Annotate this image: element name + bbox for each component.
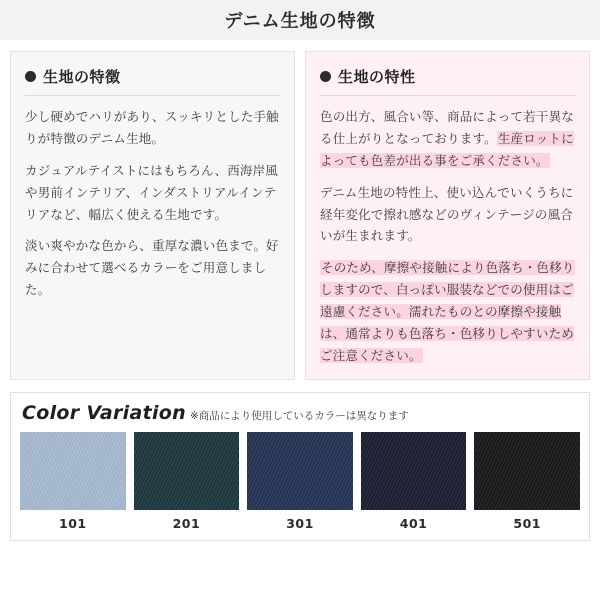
paragraph-highlighted-text: 生産ロットによっても色差が出る事をご承ください。 — [320, 130, 574, 168]
bullet-circle-icon — [320, 71, 331, 82]
fabric-features-paragraph: カジュアルテイストにはもちろん、西海岸風や男前インテリア、インダストリアルインテリアなど、幅広く使える生地です。 — [25, 162, 279, 222]
color-chip — [474, 432, 580, 510]
fabric-features-paragraph: 淡い爽やかな色から、重厚な濃い色まで。好みに合わせて選べるカラーをご用意しました。 — [25, 238, 279, 298]
color-chip — [247, 432, 353, 510]
paragraph-highlighted-text: そのため、摩擦や接触により色落ち・色移りしますので、白っぽい服装などでの使用はご遠慮ください。濡れたものとの摩擦や接触は、通常よりも色落ち・色移りしやすいためご注意ください。 — [320, 260, 575, 363]
page-header — [0, 0, 600, 41]
fabric-features-paragraph: 少し硬めでハリがあり、スッキリとした手触りが特徴のデニム生地。 — [25, 109, 279, 146]
fabric-features-panel — [10, 51, 295, 380]
color-variation-title: Color Variation — [22, 401, 186, 424]
color-swatch-list — [20, 432, 580, 531]
color-swatch — [134, 432, 240, 531]
color-code-label: 401 — [399, 515, 428, 531]
fabric-properties-title — [320, 66, 575, 96]
color-code-label: 201 — [172, 515, 201, 531]
paragraph-plain-text: デニム生地の特性上、使い込んでいくうちに経年変化で擦れ感などのヴィンテージの風合いが生まれます。 — [320, 184, 574, 244]
color-chip — [134, 432, 240, 510]
fabric-features-title — [25, 66, 280, 96]
color-swatch — [474, 432, 580, 531]
color-chip — [361, 432, 467, 510]
color-code-label: 101 — [59, 515, 87, 531]
paragraph-plain-text: 色の出方、風合い等、商品によって若干異なる仕上がりとなっております。 — [320, 109, 575, 146]
color-variation-note: ※商品により使用しているカラーは異なります — [189, 409, 409, 422]
color-code-label: 501 — [513, 515, 541, 531]
color-swatch — [361, 432, 467, 531]
color-variation-section — [10, 392, 590, 541]
fabric-properties-panel — [305, 51, 590, 380]
color-variation-header — [20, 402, 580, 432]
color-code-label: 301 — [286, 515, 314, 531]
fabric-features-title-text: 生地の特徴 — [43, 68, 121, 86]
fabric-properties-paragraph — [320, 257, 575, 366]
page-title: デニム生地の特徴 — [224, 11, 376, 32]
color-swatch — [20, 432, 126, 531]
color-chip — [20, 432, 126, 510]
features-section — [0, 41, 600, 380]
fabric-properties-paragraph — [320, 106, 575, 172]
bullet-circle-icon — [25, 71, 36, 82]
color-swatch — [247, 432, 353, 531]
fabric-properties-paragraph — [320, 182, 575, 248]
fabric-properties-title-text: 生地の特性 — [338, 68, 416, 86]
